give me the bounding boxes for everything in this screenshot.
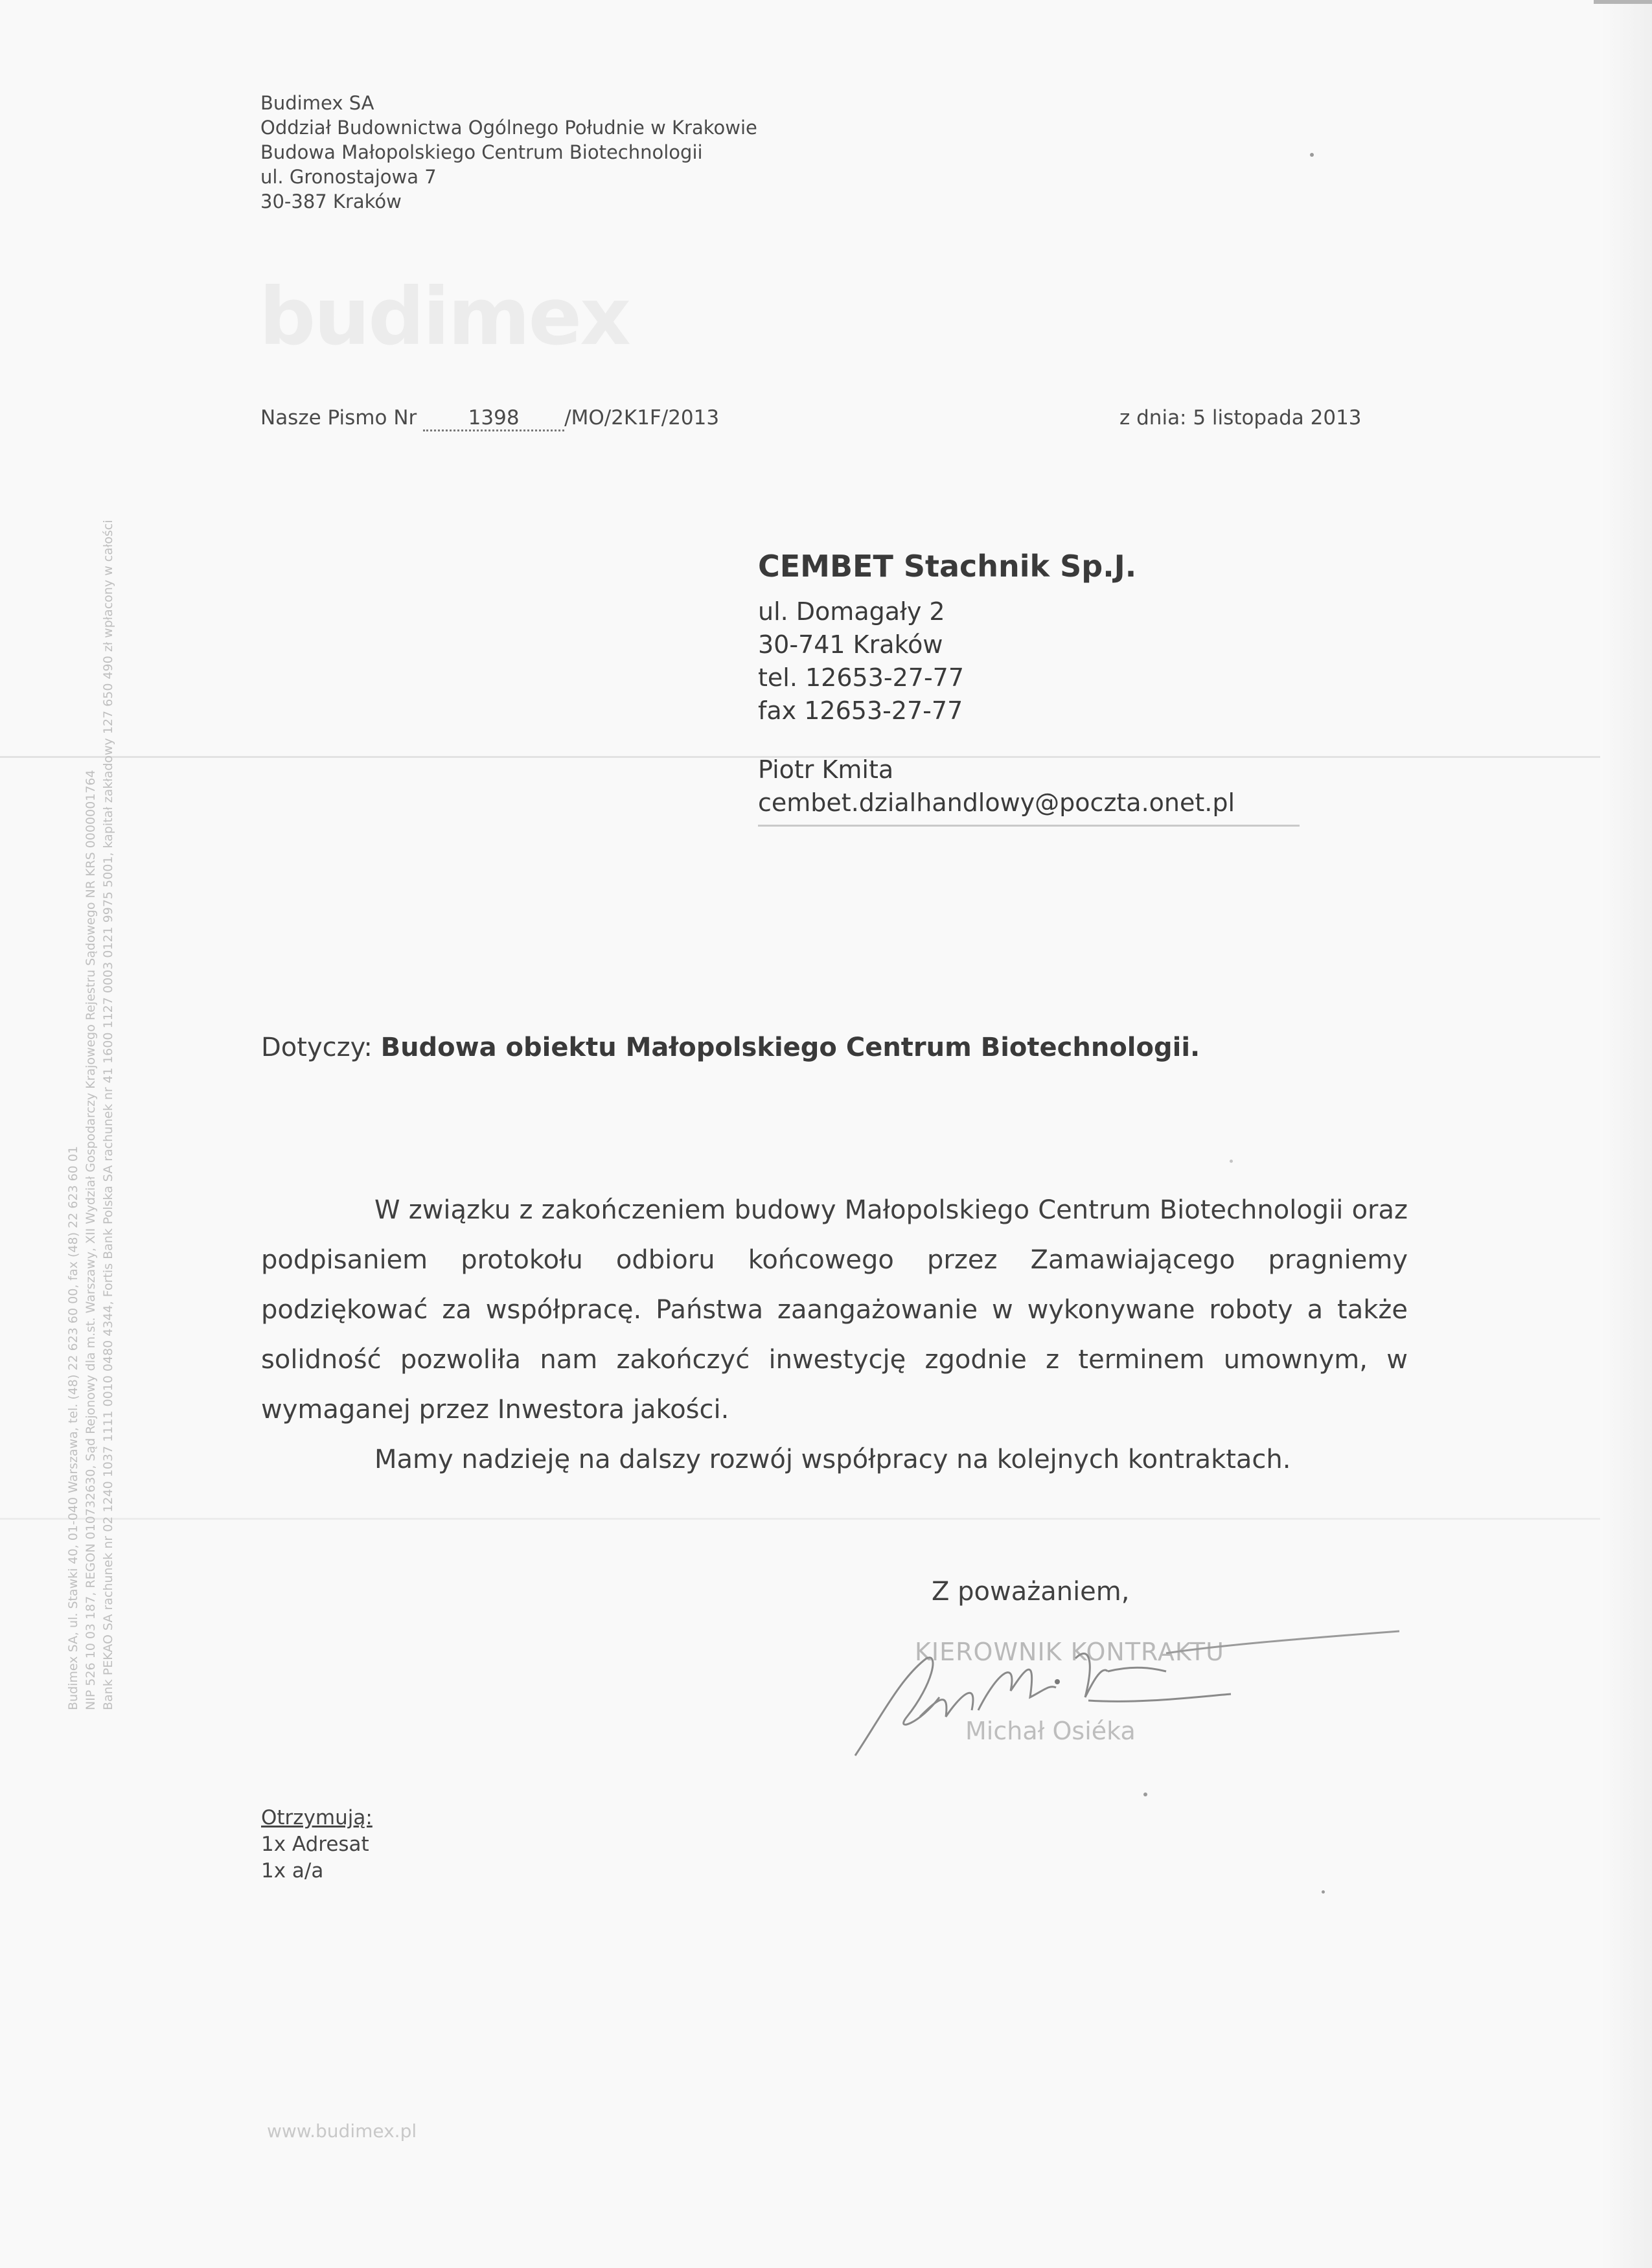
recipient-block (758, 549, 1300, 827)
distribution-item: 1x a/a (261, 1859, 324, 1883)
sender-line: ul. Gronostajowa 7 (260, 166, 437, 188)
contact-email: cembet.dzialhandlowy@poczta.onet.pl (758, 788, 1235, 817)
letter-reference (260, 406, 719, 431)
closing-greeting: Z poważaniem, (932, 1577, 1130, 1607)
sender-line: Oddział Budownictwa Ogólnego Południe w Krakowie (260, 117, 757, 139)
reference-suffix: /MO/2K1F/2013 (564, 406, 720, 430)
paper-edge (1594, 0, 1652, 4)
contact-person: Piotr Kmita (758, 755, 894, 784)
sender-line: Budimex SA (260, 92, 374, 114)
scan-speck (1230, 1160, 1233, 1163)
distribution-item: 1x Adresat (261, 1833, 369, 1856)
sender-line: Budowa Małopolskiego Centrum Biotechnologii (260, 141, 703, 163)
recipient-phone: tel. 12653-27-77 (758, 663, 965, 692)
footer-website: www.budimex.pl (267, 2120, 417, 2142)
signature-stamp-title: KIEROWNIK KONTRAKTU (915, 1638, 1224, 1666)
handwritten-signature (829, 1620, 1412, 1775)
distribution-list (261, 1805, 373, 1884)
letter-subject (261, 1033, 1200, 1062)
company-registration-info (65, 447, 117, 1710)
letter-body (261, 1186, 1408, 1485)
sender-line: 30-387 Kraków (260, 190, 402, 212)
reference-number: 1398 (423, 406, 564, 431)
letter-date: z dnia: 5 listopada 2013 (1119, 406, 1362, 430)
subject-label: Dotyczy: (261, 1033, 373, 1062)
paper-edge (1601, 0, 1652, 2268)
recipient-address-line: ul. Domagały 2 (758, 597, 945, 626)
subject-text: Budowa obiektu Małopolskiego Centrum Biotechnologii. (380, 1033, 1200, 1062)
registration-line: Budimex SA, ul. Stawki 40, 01-040 Warszawa, tel. (48) 22 623 60 00, fax (48) 22 623 60 01 (66, 1146, 80, 1710)
scan-speck (1310, 153, 1314, 157)
scan-speck (1322, 1890, 1325, 1894)
registration-line: NIP 526 10 03 187, REGON 010732630, Sąd Rejonowy dla m.st. Warszawy, XII Wydział Gospodarczy Krajowego Rejestru Sądowego NR KRS 0000001764 (84, 770, 98, 1710)
paper-fold-line (0, 1518, 1600, 1520)
registration-line: Bank PEKAO SA rachunek nr 02 1240 1037 1111 0010 0480 4344, Fortis Bank Polska SA rachunek nr 41 1600 1127 0003 0121 9975 5001, kapitał zakładowy 127 650 490 zł wpłacony w całości (101, 520, 115, 1710)
recipient-address-line: 30-741 Kraków (758, 630, 943, 659)
email-underline (758, 825, 1300, 827)
distribution-heading: Otrzymują: (261, 1806, 373, 1829)
recipient-name: CEMBET Stachnik Sp.J. (758, 549, 1137, 584)
company-logo: budimex (259, 271, 629, 363)
recipient-fax: fax 12653-27-77 (758, 696, 963, 725)
scan-speck (1143, 1793, 1147, 1796)
reference-label: Nasze Pismo Nr (260, 406, 417, 430)
recipient-contact (758, 753, 1300, 827)
signature-stamp-name: Michał Osiéka (965, 1717, 1136, 1745)
sender-address (260, 91, 757, 214)
body-paragraph: Mamy nadzieję na dalszy rozwój współpracy na kolejnych kontraktach. (374, 1445, 1291, 1474)
body-paragraph: W związku z zakończeniem budowy Małopolskiego Centrum Biotechnologii oraz podpisaniem protokołu odbioru końcowego przez Zamawiającego pragniemy podziękować za współpracę. Państwa zaangażowanie w wykonywane roboty a także solidność pozwoliła nam zakończyć inwestycję zgodnie z terminem umownym, w wymaganej przez Inwestora jakości. (261, 1195, 1408, 1425)
